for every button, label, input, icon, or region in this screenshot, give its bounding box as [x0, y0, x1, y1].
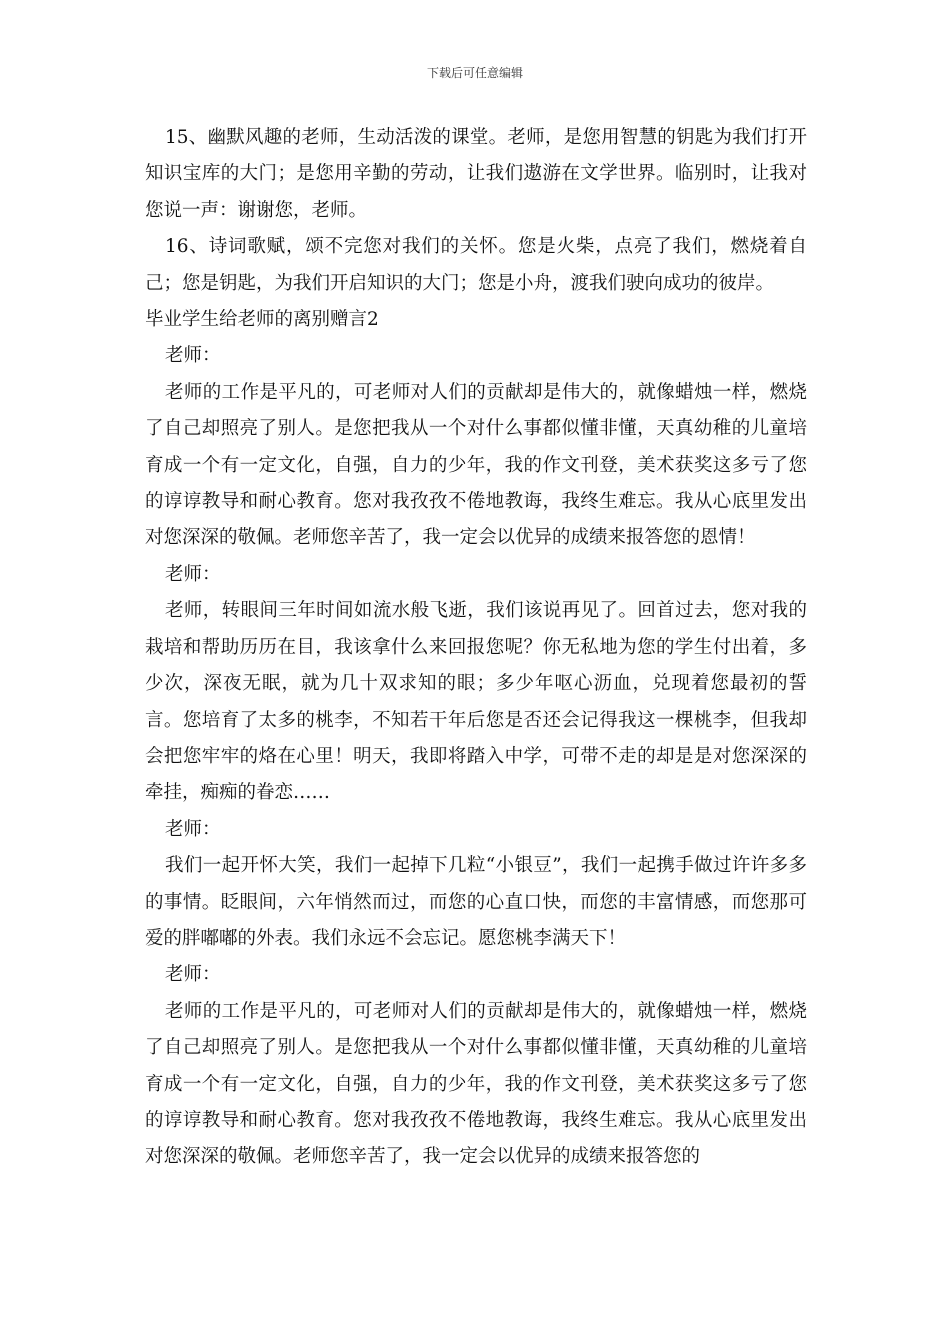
salutation: 老师： [165, 563, 221, 585]
section-heading: 毕业学生给老师的离别赠言2 [145, 309, 379, 331]
document-body [145, 120, 807, 1176]
paragraph-16: 16、诗词歌赋，颂不完您对我们的关怀。您是火柴，点亮了我们，燃烧着自己；您是钥匙，为我们开启知识的大门；您是小舟，渡我们驶向成功的彼岸。 [145, 236, 807, 294]
message-paragraph: 老师的工作是平凡的，可老师对人们的贡献却是伟大的，就像蜡烛一样，燃烧了自己却照亮了别人。是您把我从一个对什么事都似懂非懂，天真幼稚的儿童培育成一个有一定文化，自强，自力的少年，我的作文刊登，美术获奖这多亏了您的谆谆教导和耐心教育。您对我孜孜不倦地教诲，我终生难忘。我从心底里发出对您深深的敬佩。老师您辛苦了，我一定会以优异的成绩来报答您的 [145, 1000, 807, 1168]
salutation: 老师： [165, 964, 221, 986]
salutation: 老师： [165, 818, 221, 840]
salutation: 老师： [165, 345, 221, 367]
message-paragraph: 老师，转眼间三年时间如流水般飞逝，我们该说再见了。回首过去，您对我的栽培和帮助历历在目，我该拿什么来回报您呢？你无私地为您的学生付出着，多少次，深夜无眠，就为几十双求知的眼；多少年呕心沥血，兑现着您最初的誓言。您培育了太多的桃李，不知若干年后您是否还会记得我这一棵桃李，但我却会把您牢牢的烙在心里！明天，我即将踏入中学，可带不走的却是是对您深深的牵挂，痴痴的眷恋…… [145, 600, 807, 804]
page-header-note: 下载后可任意编辑 [426, 66, 523, 80]
message-paragraph: 老师的工作是平凡的，可老师对人们的贡献却是伟大的，就像蜡烛一样，燃烧了自己却照亮了别人。是您把我从一个对什么事都似懂非懂，天真幼稚的儿童培育成一个有一定文化，自强，自力的少年，我的作文刊登，美术获奖这多亏了您的谆谆教导和耐心教育。您对我孜孜不倦地教诲，我终生难忘。我从心底里发出对您深深的敬佩。老师您辛苦了，我一定会以优异的成绩来报答您的恩情！ [145, 381, 807, 549]
paragraph-15: 15、幽默风趣的老师，生动活泼的课堂。老师，是您用智慧的钥匙为我们打开知识宝库的大门；是您用辛勤的劳动，让我们遨游在文学世界。临别时，让我对您说一声：谢谢您，老师。 [145, 127, 807, 221]
message-paragraph: 我们一起开怀大笑，我们一起掉下几粒“小银豆”，我们一起携手做过许许多多的事情。眨眼间，六年悄然而过，而您的心直口快，而您的丰富情感，而您那可爱的胖嘟嘟的外表。我们永远不会忘记。愿您桃李满天下！ [145, 855, 807, 949]
